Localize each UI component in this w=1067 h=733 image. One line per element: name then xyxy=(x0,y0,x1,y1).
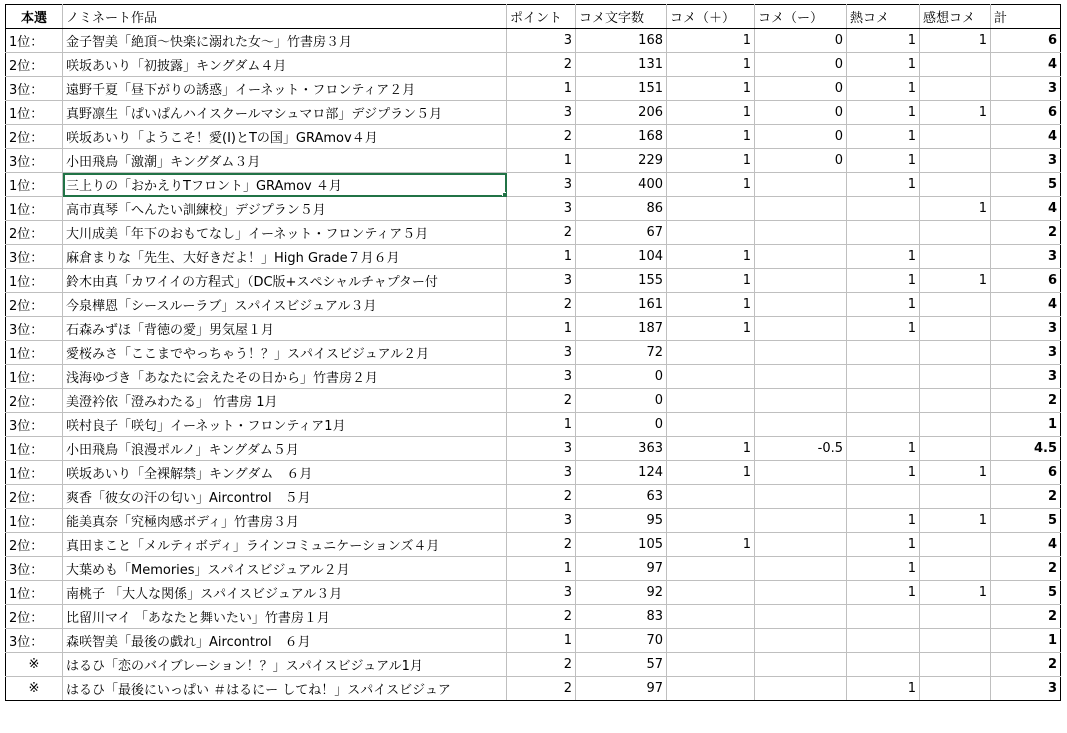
comment-chars-cell[interactable]: 67 xyxy=(576,221,667,245)
hot-comment-cell[interactable]: 1 xyxy=(847,149,920,173)
table-row xyxy=(6,125,1061,149)
hot-comment-cell[interactable] xyxy=(847,197,920,221)
impression-comment-cell[interactable]: 1 xyxy=(920,581,991,605)
impression-comment-cell[interactable] xyxy=(920,341,991,365)
point-cell[interactable]: 1 xyxy=(507,149,576,173)
comment-plus-cell[interactable]: 1 xyxy=(667,461,755,485)
comment-minus-cell[interactable]: 0 xyxy=(755,29,847,53)
table-row xyxy=(6,437,1061,461)
comment-plus-cell[interactable] xyxy=(667,413,755,437)
comment-plus-cell[interactable]: 1 xyxy=(667,125,755,149)
hot-comment-cell[interactable] xyxy=(847,485,920,509)
impression-comment-cell[interactable] xyxy=(920,653,991,677)
point-cell[interactable]: 2 xyxy=(507,677,576,701)
title-cell[interactable]: 浅海ゆづき「あなたに会えたその日から」竹書房２月 xyxy=(63,365,507,389)
title-cell[interactable]: 咲坂あいり「ようこそ！愛(I)とTの国」GRAmov４月 xyxy=(63,125,507,149)
comment-chars-cell[interactable]: 168 xyxy=(576,125,667,149)
comment-plus-cell[interactable]: 1 xyxy=(667,149,755,173)
comment-plus-cell[interactable] xyxy=(667,605,755,629)
comment-chars-cell[interactable]: 92 xyxy=(576,581,667,605)
comment-minus-cell[interactable] xyxy=(755,533,847,557)
comment-plus-cell[interactable] xyxy=(667,581,755,605)
comment-chars-cell[interactable]: 131 xyxy=(576,53,667,77)
total-cell[interactable]: 3 xyxy=(991,317,1061,341)
point-cell[interactable]: 2 xyxy=(507,389,576,413)
rank-cell[interactable]: 2位： xyxy=(6,389,63,413)
rank-cell[interactable]: ※ xyxy=(6,653,63,677)
title-cell[interactable]: 今泉樺恩「シースルーラブ」スパイスビジュアル３月 xyxy=(63,293,507,317)
comment-plus-cell[interactable] xyxy=(667,653,755,677)
table-row xyxy=(6,581,1061,605)
rank-cell[interactable]: 2位： xyxy=(6,485,63,509)
comment-chars-cell[interactable]: 95 xyxy=(576,509,667,533)
title-cell[interactable]: 愛桜みさ「ここまでやっちゃう！？」スパイスビジュアル２月 xyxy=(63,341,507,365)
title-cell[interactable]: 遠野千夏「昼下がりの誘惑」イーネット・フロンティア２月 xyxy=(63,77,507,101)
comment-minus-cell[interactable] xyxy=(755,221,847,245)
comment-plus-cell[interactable]: 1 xyxy=(667,173,755,197)
comment-chars-cell[interactable]: 363 xyxy=(576,437,667,461)
point-cell[interactable]: 3 xyxy=(507,29,576,53)
impression-comment-cell[interactable]: 1 xyxy=(920,269,991,293)
rank-cell[interactable]: 2位： xyxy=(6,293,63,317)
total-cell[interactable]: 3 xyxy=(991,149,1061,173)
comment-chars-cell[interactable]: 97 xyxy=(576,677,667,701)
point-cell[interactable]: 1 xyxy=(507,413,576,437)
rank-cell[interactable]: 1位： xyxy=(6,437,63,461)
title-cell[interactable]: 麻倉まりな「先生、大好きだよ！」High Grade７月６月 xyxy=(63,245,507,269)
header-hot-comment[interactable]: 熱コメ xyxy=(847,5,920,29)
title-cell[interactable]: はるひ「恋のバイブレーション！？」スパイスビジュアル1月 xyxy=(63,653,507,677)
impression-comment-cell[interactable] xyxy=(920,557,991,581)
title-cell[interactable]: 金子智美「絶頂～快楽に溺れた女～」竹書房３月 xyxy=(63,29,507,53)
header-title[interactable]: ノミネート作品 xyxy=(63,5,507,29)
point-cell[interactable]: 1 xyxy=(507,245,576,269)
comment-minus-cell[interactable]: 0 xyxy=(755,125,847,149)
comment-chars-cell[interactable]: 0 xyxy=(576,413,667,437)
comment-minus-cell[interactable]: 0 xyxy=(755,149,847,173)
title-cell[interactable]: 大葉めも「Memories」スパイスビジュアル２月 xyxy=(63,557,507,581)
comment-plus-cell[interactable]: 1 xyxy=(667,53,755,77)
point-cell[interactable]: 3 xyxy=(507,509,576,533)
rank-cell[interactable]: 3位： xyxy=(6,77,63,101)
title-cell[interactable]: 鈴木由真「カワイイの方程式」（DC版+スペシャルチャプター付 xyxy=(63,269,507,293)
title-cell[interactable]: 三上りの「おかえりTフロント」GRAmov ４月 xyxy=(63,173,507,197)
point-cell[interactable]: 1 xyxy=(507,557,576,581)
table-row xyxy=(6,629,1061,653)
hot-comment-cell[interactable]: 1 xyxy=(847,53,920,77)
impression-comment-cell[interactable] xyxy=(920,437,991,461)
hot-comment-cell[interactable]: 1 xyxy=(847,317,920,341)
hot-comment-cell[interactable]: 1 xyxy=(847,77,920,101)
impression-comment-cell[interactable] xyxy=(920,413,991,437)
impression-comment-cell[interactable]: 1 xyxy=(920,197,991,221)
title-cell[interactable]: 大川成美「年下のおもてなし」イーネット・フロンティア５月 xyxy=(63,221,507,245)
total-cell[interactable]: 6 xyxy=(991,101,1061,125)
table-row xyxy=(6,173,1061,197)
table-row xyxy=(6,653,1061,677)
impression-comment-cell[interactable] xyxy=(920,149,991,173)
comment-plus-cell[interactable]: 1 xyxy=(667,245,755,269)
comment-chars-cell[interactable]: 72 xyxy=(576,341,667,365)
point-cell[interactable]: 2 xyxy=(507,653,576,677)
impression-comment-cell[interactable] xyxy=(920,317,991,341)
title-cell[interactable]: 小田飛鳥「浪漫ポルノ」キングダム５月 xyxy=(63,437,507,461)
comment-chars-cell[interactable]: 0 xyxy=(576,389,667,413)
point-cell[interactable]: 3 xyxy=(507,581,576,605)
impression-comment-cell[interactable] xyxy=(920,293,991,317)
impression-comment-cell[interactable]: 1 xyxy=(920,461,991,485)
comment-plus-cell[interactable] xyxy=(667,509,755,533)
comment-minus-cell[interactable]: -0.5 xyxy=(755,437,847,461)
table-row xyxy=(6,389,1061,413)
comment-minus-cell[interactable] xyxy=(755,197,847,221)
impression-comment-cell[interactable] xyxy=(920,245,991,269)
comment-plus-cell[interactable] xyxy=(667,389,755,413)
rank-cell[interactable]: 2位： xyxy=(6,605,63,629)
comment-chars-cell[interactable]: 124 xyxy=(576,461,667,485)
total-cell[interactable]: 6 xyxy=(991,461,1061,485)
title-cell[interactable]: 美澄衿依「澄みわたる」 竹書房 1月 xyxy=(63,389,507,413)
table-row xyxy=(6,605,1061,629)
total-cell[interactable]: 1 xyxy=(991,629,1061,653)
hot-comment-cell[interactable]: 1 xyxy=(847,101,920,125)
point-cell[interactable]: 1 xyxy=(507,629,576,653)
hot-comment-cell[interactable]: 1 xyxy=(847,173,920,197)
total-cell[interactable]: 4 xyxy=(991,533,1061,557)
table-row xyxy=(6,533,1061,557)
hot-comment-cell[interactable]: 1 xyxy=(847,461,920,485)
total-cell[interactable]: 2 xyxy=(991,485,1061,509)
point-cell[interactable]: 2 xyxy=(507,53,576,77)
header-point[interactable]: ポイント xyxy=(507,5,576,29)
title-cell[interactable]: 咲坂あいり「初披露」キングダム４月 xyxy=(63,53,507,77)
header-comment-plus[interactable]: コメ（＋） xyxy=(667,5,755,29)
comment-minus-cell[interactable] xyxy=(755,461,847,485)
hot-comment-cell[interactable] xyxy=(847,365,920,389)
comment-minus-cell[interactable] xyxy=(755,365,847,389)
total-cell[interactable]: 3 xyxy=(991,245,1061,269)
table-row xyxy=(6,149,1061,173)
hot-comment-cell[interactable] xyxy=(847,221,920,245)
rank-cell[interactable]: 3位： xyxy=(6,149,63,173)
point-cell[interactable]: 3 xyxy=(507,365,576,389)
comment-plus-cell[interactable] xyxy=(667,485,755,509)
comment-plus-cell[interactable] xyxy=(667,557,755,581)
rank-cell[interactable]: 2位： xyxy=(6,221,63,245)
impression-comment-cell[interactable] xyxy=(920,173,991,197)
comment-plus-cell[interactable]: 1 xyxy=(667,317,755,341)
hot-comment-cell[interactable]: 1 xyxy=(847,269,920,293)
hot-comment-cell[interactable] xyxy=(847,413,920,437)
comment-minus-cell[interactable] xyxy=(755,509,847,533)
total-cell[interactable]: 2 xyxy=(991,221,1061,245)
rank-cell[interactable]: 1位： xyxy=(6,365,63,389)
title-cell[interactable]: 真野凛生「ぱいぱんハイスクールマシュマロ部」デジプラン５月 xyxy=(63,101,507,125)
title-cell[interactable]: 南桃子 「大人な関係」スパイスビジュアル３月 xyxy=(63,581,507,605)
spreadsheet xyxy=(5,4,1061,701)
hot-comment-cell[interactable] xyxy=(847,605,920,629)
total-cell[interactable]: 5 xyxy=(991,173,1061,197)
comment-plus-cell[interactable]: 1 xyxy=(667,437,755,461)
rank-cell[interactable]: 2位： xyxy=(6,53,63,77)
header-total[interactable]: 計 xyxy=(991,5,1061,29)
comment-chars-cell[interactable]: 187 xyxy=(576,317,667,341)
hot-comment-cell[interactable]: 1 xyxy=(847,509,920,533)
rank-cell[interactable]: 2位： xyxy=(6,125,63,149)
hot-comment-cell[interactable]: 1 xyxy=(847,293,920,317)
point-cell[interactable]: 3 xyxy=(507,461,576,485)
table-row xyxy=(6,557,1061,581)
comment-plus-cell[interactable]: 1 xyxy=(667,101,755,125)
total-cell[interactable]: 1 xyxy=(991,413,1061,437)
point-cell[interactable]: 2 xyxy=(507,533,576,557)
header-comment-chars[interactable]: コメ文字数 xyxy=(576,5,667,29)
comment-minus-cell[interactable] xyxy=(755,629,847,653)
table-row xyxy=(6,77,1061,101)
hot-comment-cell[interactable]: 1 xyxy=(847,557,920,581)
comment-chars-cell[interactable]: 0 xyxy=(576,365,667,389)
title-cell[interactable]: 咲坂あいり「全裸解禁」キングダム ６月 xyxy=(63,461,507,485)
point-cell[interactable]: 2 xyxy=(507,485,576,509)
total-cell[interactable]: 5 xyxy=(991,509,1061,533)
comment-plus-cell[interactable] xyxy=(667,365,755,389)
table-row xyxy=(6,269,1061,293)
impression-comment-cell[interactable] xyxy=(920,77,991,101)
total-cell[interactable]: 6 xyxy=(991,29,1061,53)
rank-cell[interactable]: 1位： xyxy=(6,173,63,197)
comment-chars-cell[interactable]: 229 xyxy=(576,149,667,173)
comment-minus-cell[interactable] xyxy=(755,581,847,605)
total-cell[interactable]: 2 xyxy=(991,557,1061,581)
total-cell[interactable]: 3 xyxy=(991,77,1061,101)
header-rank[interactable]: 本選 xyxy=(6,5,63,29)
rank-cell[interactable]: 1位： xyxy=(6,581,63,605)
comment-minus-cell[interactable]: 0 xyxy=(755,101,847,125)
ranking-table xyxy=(5,4,1061,701)
comment-minus-cell[interactable] xyxy=(755,677,847,701)
header-comment-minus[interactable]: コメ（ー） xyxy=(755,5,847,29)
impression-comment-cell[interactable]: 1 xyxy=(920,101,991,125)
title-cell[interactable]: 石森みずほ「背徳の愛」男気屋１月 xyxy=(63,317,507,341)
table-row xyxy=(6,197,1061,221)
rank-cell[interactable]: 1位： xyxy=(6,509,63,533)
hot-comment-cell[interactable]: 1 xyxy=(847,437,920,461)
total-cell[interactable]: 2 xyxy=(991,653,1061,677)
title-cell[interactable]: 能美真奈「究極肉感ボディ」竹書房３月 xyxy=(63,509,507,533)
rank-cell[interactable]: 1位： xyxy=(6,29,63,53)
hot-comment-cell[interactable] xyxy=(847,653,920,677)
table-row xyxy=(6,221,1061,245)
total-cell[interactable]: 3 xyxy=(991,341,1061,365)
impression-comment-cell[interactable] xyxy=(920,533,991,557)
hot-comment-cell[interactable] xyxy=(847,389,920,413)
rank-cell[interactable]: 1位： xyxy=(6,197,63,221)
point-cell[interactable]: 3 xyxy=(507,341,576,365)
impression-comment-cell[interactable] xyxy=(920,629,991,653)
comment-minus-cell[interactable] xyxy=(755,413,847,437)
title-cell[interactable]: はるひ「最後にいっぱい ＃はるにー してね！」スパイスビジュア xyxy=(63,677,507,701)
point-cell[interactable]: 3 xyxy=(507,197,576,221)
comment-chars-cell[interactable]: 155 xyxy=(576,269,667,293)
rank-cell[interactable]: 3位： xyxy=(6,629,63,653)
comment-chars-cell[interactable]: 168 xyxy=(576,29,667,53)
rank-cell[interactable]: 1位： xyxy=(6,269,63,293)
comment-plus-cell[interactable]: 1 xyxy=(667,77,755,101)
point-cell[interactable]: 2 xyxy=(507,605,576,629)
total-cell[interactable]: 3 xyxy=(991,365,1061,389)
comment-minus-cell[interactable] xyxy=(755,485,847,509)
hot-comment-cell[interactable]: 1 xyxy=(847,245,920,269)
comment-plus-cell[interactable]: 1 xyxy=(667,29,755,53)
point-cell[interactable]: 3 xyxy=(507,269,576,293)
comment-plus-cell[interactable] xyxy=(667,341,755,365)
comment-chars-cell[interactable]: 63 xyxy=(576,485,667,509)
comment-minus-cell[interactable] xyxy=(755,605,847,629)
hot-comment-cell[interactable]: 1 xyxy=(847,125,920,149)
comment-chars-cell[interactable]: 151 xyxy=(576,77,667,101)
table-row xyxy=(6,101,1061,125)
point-cell[interactable]: 3 xyxy=(507,101,576,125)
total-cell[interactable]: 6 xyxy=(991,269,1061,293)
comment-minus-cell[interactable] xyxy=(755,293,847,317)
hot-comment-cell[interactable] xyxy=(847,341,920,365)
total-cell[interactable]: 4.5 xyxy=(991,437,1061,461)
comment-plus-cell[interactable]: 1 xyxy=(667,533,755,557)
comment-minus-cell[interactable] xyxy=(755,557,847,581)
comment-minus-cell[interactable] xyxy=(755,389,847,413)
table-row xyxy=(6,485,1061,509)
impression-comment-cell[interactable] xyxy=(920,485,991,509)
table-row xyxy=(6,365,1061,389)
title-cell[interactable]: 森咲智美「最後の戯れ」Aircontrol ６月 xyxy=(63,629,507,653)
point-cell[interactable]: 2 xyxy=(507,221,576,245)
title-cell[interactable]: 咲村良子「咲匂」イーネット・フロンティア1月 xyxy=(63,413,507,437)
impression-comment-cell[interactable]: 1 xyxy=(920,509,991,533)
title-cell[interactable]: 真田まこと「メルティボディ」ラインコミュニケーションズ４月 xyxy=(63,533,507,557)
point-cell[interactable]: 3 xyxy=(507,173,576,197)
table-row xyxy=(6,461,1061,485)
comment-minus-cell[interactable]: 0 xyxy=(755,53,847,77)
impression-comment-cell[interactable] xyxy=(920,389,991,413)
comment-plus-cell[interactable] xyxy=(667,677,755,701)
rank-cell[interactable]: 3位： xyxy=(6,557,63,581)
comment-chars-cell[interactable]: 57 xyxy=(576,653,667,677)
rank-cell[interactable]: 3位： xyxy=(6,245,63,269)
point-cell[interactable]: 2 xyxy=(507,125,576,149)
comment-chars-cell[interactable]: 97 xyxy=(576,557,667,581)
comment-plus-cell[interactable]: 1 xyxy=(667,293,755,317)
header-row xyxy=(6,5,1061,29)
comment-minus-cell[interactable] xyxy=(755,269,847,293)
comment-plus-cell[interactable] xyxy=(667,221,755,245)
hot-comment-cell[interactable]: 1 xyxy=(847,29,920,53)
table-row xyxy=(6,413,1061,437)
impression-comment-cell[interactable] xyxy=(920,221,991,245)
total-cell[interactable]: 4 xyxy=(991,125,1061,149)
impression-comment-cell[interactable] xyxy=(920,677,991,701)
comment-minus-cell[interactable] xyxy=(755,341,847,365)
rank-cell[interactable]: ※ xyxy=(6,677,63,701)
comment-plus-cell[interactable] xyxy=(667,197,755,221)
table-row xyxy=(6,53,1061,77)
table-row xyxy=(6,677,1061,701)
total-cell[interactable]: 4 xyxy=(991,293,1061,317)
total-cell[interactable]: 5 xyxy=(991,581,1061,605)
title-cell[interactable]: 高市真琴「へんたい訓練校」デジプラン５月 xyxy=(63,197,507,221)
comment-minus-cell[interactable] xyxy=(755,245,847,269)
comment-chars-cell[interactable]: 161 xyxy=(576,293,667,317)
comment-chars-cell[interactable]: 104 xyxy=(576,245,667,269)
total-cell[interactable]: 4 xyxy=(991,197,1061,221)
comment-chars-cell[interactable]: 86 xyxy=(576,197,667,221)
rank-cell[interactable]: 3位： xyxy=(6,413,63,437)
impression-comment-cell[interactable] xyxy=(920,605,991,629)
hot-comment-cell[interactable] xyxy=(847,629,920,653)
title-cell[interactable]: 小田飛鳥「激潮」キングダム３月 xyxy=(63,149,507,173)
impression-comment-cell[interactable] xyxy=(920,125,991,149)
comment-chars-cell[interactable]: 83 xyxy=(576,605,667,629)
comment-chars-cell[interactable]: 400 xyxy=(576,173,667,197)
rank-cell[interactable]: 1位： xyxy=(6,341,63,365)
impression-comment-cell[interactable] xyxy=(920,365,991,389)
point-cell[interactable]: 3 xyxy=(507,437,576,461)
comment-chars-cell[interactable]: 70 xyxy=(576,629,667,653)
comment-minus-cell[interactable] xyxy=(755,317,847,341)
table-body xyxy=(6,29,1061,701)
table-row xyxy=(6,29,1061,53)
table-row xyxy=(6,293,1061,317)
impression-comment-cell[interactable] xyxy=(920,53,991,77)
rank-cell[interactable]: 3位： xyxy=(6,317,63,341)
total-cell[interactable]: 2 xyxy=(991,389,1061,413)
hot-comment-cell[interactable]: 1 xyxy=(847,533,920,557)
table-row xyxy=(6,341,1061,365)
title-cell[interactable]: 比留川マイ 「あなたと舞いたい」竹書房１月 xyxy=(63,605,507,629)
comment-chars-cell[interactable]: 206 xyxy=(576,101,667,125)
point-cell[interactable]: 1 xyxy=(507,317,576,341)
comment-plus-cell[interactable] xyxy=(667,629,755,653)
impression-comment-cell[interactable]: 1 xyxy=(920,29,991,53)
rank-cell[interactable]: 2位： xyxy=(6,533,63,557)
hot-comment-cell[interactable]: 1 xyxy=(847,677,920,701)
total-cell[interactable]: 3 xyxy=(991,677,1061,701)
title-cell[interactable]: 爽香「彼女の汗の匂い」Aircontrol ５月 xyxy=(63,485,507,509)
hot-comment-cell[interactable]: 1 xyxy=(847,581,920,605)
comment-plus-cell[interactable]: 1 xyxy=(667,269,755,293)
comment-minus-cell[interactable] xyxy=(755,173,847,197)
header-impression-comment[interactable]: 感想コメ xyxy=(920,5,991,29)
rank-cell[interactable]: 1位： xyxy=(6,101,63,125)
rank-cell[interactable]: 1位： xyxy=(6,461,63,485)
point-cell[interactable]: 1 xyxy=(507,77,576,101)
comment-chars-cell[interactable]: 105 xyxy=(576,533,667,557)
comment-minus-cell[interactable]: 0 xyxy=(755,77,847,101)
comment-minus-cell[interactable] xyxy=(755,653,847,677)
table-row xyxy=(6,245,1061,269)
table-row xyxy=(6,317,1061,341)
table-row xyxy=(6,509,1061,533)
point-cell[interactable]: 2 xyxy=(507,293,576,317)
total-cell[interactable]: 4 xyxy=(991,53,1061,77)
total-cell[interactable]: 2 xyxy=(991,605,1061,629)
